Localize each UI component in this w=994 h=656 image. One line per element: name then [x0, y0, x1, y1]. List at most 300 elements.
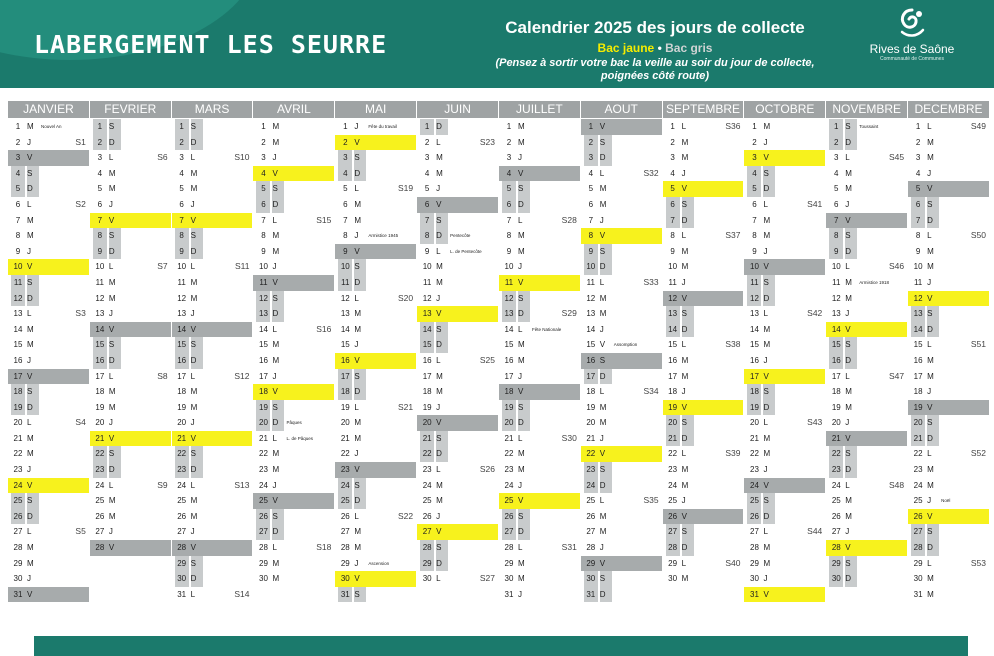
day-letter: L [517, 543, 523, 553]
day-letter: D [436, 337, 448, 353]
day-row [417, 244, 498, 260]
day-row [908, 446, 989, 462]
grey-bin-day [499, 166, 580, 182]
day-row [172, 509, 253, 525]
day-row [499, 322, 580, 338]
week-number: S29 [561, 308, 577, 319]
day-number: 15 [340, 340, 350, 350]
day-row [908, 259, 989, 275]
day-number: 24 [13, 480, 23, 490]
grey-bin-day [744, 259, 825, 275]
day-number: 7 [343, 215, 348, 225]
grey-bin-day [908, 400, 989, 416]
grey-bin-day [826, 431, 907, 447]
day-row [581, 431, 662, 447]
day-number: 27 [831, 527, 841, 537]
day-letter: J [517, 262, 522, 272]
day-letter: M [436, 262, 443, 272]
day-letter: M [599, 511, 607, 521]
day-row [744, 135, 825, 151]
day-letter: S [927, 197, 939, 213]
day-number: 18 [11, 384, 25, 400]
day-letter: M [681, 465, 689, 475]
day-row [417, 275, 498, 291]
day-row [826, 291, 907, 307]
day-letter: S [763, 384, 775, 400]
day-row [172, 478, 253, 494]
day-letter: S [109, 446, 121, 462]
day-number: 2 [343, 137, 348, 147]
day-row [826, 259, 907, 275]
day-letter: M [927, 246, 934, 256]
month-header: JANVIER [8, 101, 89, 118]
day-row [417, 369, 498, 385]
day-letter: J [763, 355, 768, 365]
day-number: 15 [13, 340, 23, 350]
day-row [335, 213, 416, 229]
day-number: 16 [913, 355, 923, 365]
day-row [8, 197, 89, 213]
day-row [253, 259, 334, 275]
legend-grey-bin: Bac gris [665, 41, 713, 55]
day-letter: S [354, 369, 366, 385]
day-row [335, 119, 416, 135]
day-row [663, 571, 744, 587]
day-letter: L [272, 324, 277, 334]
day-letter: M [436, 387, 443, 397]
day-number: 23 [340, 465, 350, 475]
day-number: 1 [829, 119, 843, 135]
day-letter: M [927, 371, 934, 381]
week-number: S51 [970, 339, 986, 350]
day-letter: S [763, 166, 775, 182]
day-row [417, 540, 498, 556]
day-number: 12 [340, 293, 350, 303]
day-number: 22 [750, 449, 759, 459]
day-row [663, 228, 744, 244]
day-letter: J [190, 309, 195, 319]
day-row [581, 478, 662, 494]
day-letter: M [763, 558, 771, 568]
day-letter: V [681, 511, 687, 521]
day-letter: V [681, 184, 687, 194]
day-row [663, 135, 744, 151]
day-letter: J [845, 418, 850, 428]
day-number: 21 [911, 431, 925, 447]
day-letter: M [517, 122, 525, 131]
day-number: 19 [831, 402, 841, 412]
day-letter: J [763, 574, 768, 584]
day-row [8, 228, 89, 244]
day-number: 31 [338, 587, 352, 603]
day-row [744, 446, 825, 462]
week-number: S10 [234, 152, 250, 163]
day-number: 31 [504, 589, 514, 599]
day-number: 25 [913, 496, 923, 506]
day-number: 22 [420, 446, 434, 462]
day-number: 18 [586, 387, 596, 397]
day-row [335, 291, 416, 307]
day-number: 6 [834, 199, 839, 209]
day-number: 22 [586, 449, 596, 459]
month-header: JUIN [417, 101, 498, 118]
day-number: 24 [504, 480, 514, 490]
day-letter: J [599, 215, 604, 225]
day-number: 29 [668, 558, 678, 568]
day-number: 25 [831, 496, 841, 506]
day-number: 30 [175, 571, 189, 587]
day-number: 26 [502, 509, 516, 525]
day-row [335, 556, 416, 572]
day-letter: M [354, 324, 361, 334]
day-letter: S [682, 306, 694, 322]
day-letter: M [272, 231, 280, 241]
day-row [581, 415, 662, 431]
day-letter: S [191, 337, 203, 353]
day-number: 13 [422, 309, 432, 319]
day-letter: J [681, 277, 686, 287]
week-number: S53 [970, 557, 986, 568]
day-row [8, 556, 89, 572]
day-row [335, 369, 416, 385]
day-row [826, 478, 907, 494]
day-letter: V [354, 574, 360, 584]
day-row [499, 259, 580, 275]
day-letter: D [354, 493, 366, 509]
day-row [8, 337, 89, 353]
grey-bin-day [253, 275, 334, 291]
day-letter: M [436, 153, 443, 163]
day-letter: V [763, 589, 769, 599]
day-row [744, 524, 825, 540]
week-number: S12 [234, 370, 250, 381]
day-number: 17 [13, 371, 23, 381]
day-letter: M [599, 527, 607, 537]
day-number: 1 [506, 122, 512, 131]
day-row [335, 181, 416, 197]
day-row [90, 493, 171, 509]
day-row [499, 353, 580, 369]
day-row [663, 244, 744, 260]
day-row [499, 369, 580, 385]
day-letter: D [682, 322, 694, 338]
day-number: 18 [668, 387, 678, 397]
day-row [744, 571, 825, 587]
day-row [90, 166, 171, 182]
month-column [908, 101, 990, 609]
day-number: 8 [506, 231, 512, 241]
day-row [581, 384, 662, 400]
day-row [744, 509, 825, 525]
day-row [663, 540, 744, 556]
day-letter: V [190, 433, 196, 443]
day-letter: L [927, 122, 932, 131]
day-number: 16 [259, 355, 268, 365]
day-letter: J [354, 449, 359, 459]
day-row [417, 478, 498, 494]
day-row [417, 493, 498, 509]
day-row [663, 119, 744, 135]
day-letter: D [109, 353, 121, 369]
day-row [826, 369, 907, 385]
yellow-bin-day [744, 150, 825, 166]
day-number: 28 [340, 543, 350, 553]
rives-de-saone-logo [862, 6, 962, 82]
day-number: 5 [424, 184, 430, 194]
day-number: 26 [913, 511, 923, 521]
day-number: 9 [584, 244, 598, 260]
day-letter: M [845, 168, 852, 178]
day-number: 3 [15, 153, 21, 163]
day-number: 7 [666, 213, 680, 229]
day-row [744, 493, 825, 509]
day-number: 16 [175, 353, 189, 369]
day-number: 6 [424, 199, 430, 209]
day-number: 14 [340, 324, 350, 334]
day-row [172, 571, 253, 587]
day-number: 16 [750, 355, 759, 365]
header-banner [0, 0, 994, 88]
day-row [908, 213, 989, 229]
day-letter: M [190, 387, 198, 397]
day-row [253, 415, 334, 431]
day-letter: S [191, 119, 203, 135]
day-number: 18 [95, 387, 105, 397]
bin-legend [470, 41, 840, 55]
day-letter: M [517, 340, 525, 350]
day-row [335, 524, 416, 540]
day-number: 8 [93, 228, 107, 244]
day-row [744, 244, 825, 260]
day-number: 24 [750, 480, 759, 490]
day-letter: V [108, 543, 115, 553]
day-row [744, 275, 825, 291]
yellow-bin-day [499, 275, 580, 291]
day-letter: V [27, 480, 33, 490]
grey-bin-day [8, 369, 89, 385]
day-letter: S [436, 540, 448, 556]
day-letter: J [190, 199, 195, 209]
day-row [417, 150, 498, 166]
day-number: 7 [97, 215, 103, 225]
day-number: 5 [834, 184, 839, 194]
day-letter: M [190, 277, 198, 287]
day-number: 15 [259, 340, 268, 350]
day-letter: S [599, 355, 606, 365]
holiday-note: Fête du travail [368, 124, 397, 129]
day-letter: M [599, 309, 607, 319]
day-number: 11 [832, 277, 841, 287]
day-number: 9 [670, 246, 675, 256]
day-letter: L [27, 527, 32, 537]
day-letter: D [763, 181, 775, 197]
day-row [826, 446, 907, 462]
day-letter: M [190, 293, 198, 303]
day-row [8, 431, 89, 447]
day-letter: D [436, 228, 448, 244]
day-letter: S [272, 291, 284, 307]
day-letter: S [518, 509, 530, 525]
day-letter: L [681, 231, 687, 241]
day-number: 22 [13, 449, 23, 459]
day-number: 19 [913, 402, 923, 412]
day-letter: D [272, 306, 284, 322]
day-number: 28 [504, 543, 514, 553]
day-letter: S [354, 150, 366, 166]
day-letter: J [599, 433, 604, 443]
day-letter: M [354, 309, 361, 319]
day-number: 24 [831, 480, 841, 490]
day-row [253, 571, 334, 587]
day-letter: D [191, 353, 203, 369]
day-number: 22 [504, 449, 514, 459]
day-row [908, 197, 989, 213]
day-number: 13 [586, 309, 596, 319]
day-number: 29 [340, 558, 350, 568]
day-number: 21 [420, 431, 434, 447]
week-number: S46 [888, 261, 905, 272]
day-number: 22 [668, 449, 678, 459]
day-number: 26 [11, 509, 25, 525]
day-number: 20 [666, 415, 680, 431]
day-letter: L [190, 589, 196, 599]
day-letter: V [763, 480, 769, 490]
day-number: 27 [502, 524, 516, 540]
day-row [663, 415, 744, 431]
day-row [826, 119, 907, 135]
day-row [826, 306, 907, 322]
day-letter: M [272, 122, 280, 131]
day-letter: L [517, 215, 523, 225]
day-row [499, 478, 580, 494]
day-number: 14 [95, 324, 105, 334]
day-row [253, 150, 334, 166]
week-number: S52 [970, 448, 986, 459]
month-header: DECEMBRE [908, 101, 989, 118]
day-row [172, 337, 253, 353]
day-number: 19 [586, 402, 596, 412]
day-number: 4 [506, 168, 512, 178]
day-row [253, 197, 334, 213]
day-letter: S [682, 415, 694, 431]
yellow-bin-day [826, 540, 907, 556]
day-letter: J [599, 324, 604, 334]
yellow-bin-day [172, 213, 253, 229]
day-letter: L [27, 199, 32, 209]
day-row [663, 337, 744, 353]
day-letter: L [681, 122, 687, 131]
holiday-note: Pentecôte [450, 233, 471, 239]
month-column [826, 101, 908, 609]
day-number: 9 [93, 244, 107, 260]
day-row [172, 291, 253, 307]
day-letter: D [272, 197, 284, 213]
day-letter: V [108, 215, 115, 225]
grey-bin-day [335, 462, 416, 478]
month-column [581, 101, 663, 609]
day-row [172, 275, 253, 291]
day-letter: M [681, 137, 689, 147]
week-number: S13 [234, 479, 250, 490]
day-number: 21 [95, 433, 105, 443]
yellow-bin-day [663, 181, 744, 197]
day-letter: V [599, 340, 606, 350]
day-letter: L [27, 309, 32, 319]
day-row [90, 524, 171, 540]
day-letter: L [763, 199, 768, 209]
day-number: 21 [831, 433, 841, 443]
day-row [417, 181, 498, 197]
yellow-bin-day [499, 493, 580, 509]
day-number: 3 [670, 153, 675, 163]
day-letter: S [600, 135, 612, 151]
day-number: 13 [750, 309, 759, 319]
day-letter: S [436, 431, 448, 447]
day-letter: M [272, 574, 280, 584]
day-letter: S [845, 446, 857, 462]
day-row [172, 244, 253, 260]
day-letter: S [27, 166, 39, 182]
day-number: 7 [588, 215, 594, 225]
month-header: SEPTEMBRE [663, 101, 744, 118]
day-row [581, 150, 662, 166]
day-letter: S [845, 119, 857, 135]
day-row [663, 431, 744, 447]
day-letter: M [845, 402, 852, 412]
day-row [335, 337, 416, 353]
day-letter: L [436, 246, 441, 256]
day-letter: M [108, 168, 116, 178]
week-number: S15 [316, 214, 332, 225]
month-header: FEVRIER [90, 101, 171, 118]
day-number: 3 [834, 153, 839, 163]
day-letter: V [436, 527, 442, 537]
grey-bin-day [253, 493, 334, 509]
day-letter: M [190, 496, 198, 506]
day-number: 1 [752, 122, 757, 131]
day-row [744, 228, 825, 244]
month-header: AVRIL [253, 101, 334, 118]
day-number: 23 [259, 465, 268, 475]
day-letter: M [927, 262, 934, 272]
day-number: 18 [747, 384, 761, 400]
day-number: 9 [261, 246, 266, 256]
day-row [663, 166, 744, 182]
day-number: 23 [668, 465, 678, 475]
day-number: 21 [340, 433, 350, 443]
day-letter: S [354, 587, 366, 603]
day-number: 23 [913, 465, 923, 475]
day-letter: V [190, 543, 196, 553]
day-row [826, 462, 907, 478]
day-letter: D [682, 431, 694, 447]
day-number: 25 [747, 493, 761, 509]
day-number: 20 [256, 415, 270, 431]
day-letter: L [599, 277, 605, 287]
day-letter: D [600, 587, 612, 603]
day-letter: L [681, 558, 687, 568]
day-letter: D [272, 415, 284, 431]
day-number: 10 [668, 262, 678, 272]
day-row [826, 337, 907, 353]
day-row [335, 259, 416, 275]
day-row [744, 400, 825, 416]
day-letter: V [108, 324, 115, 334]
day-letter: S [845, 556, 857, 572]
day-row [499, 587, 580, 603]
day-row [744, 119, 825, 135]
day-number: 12 [913, 293, 923, 303]
